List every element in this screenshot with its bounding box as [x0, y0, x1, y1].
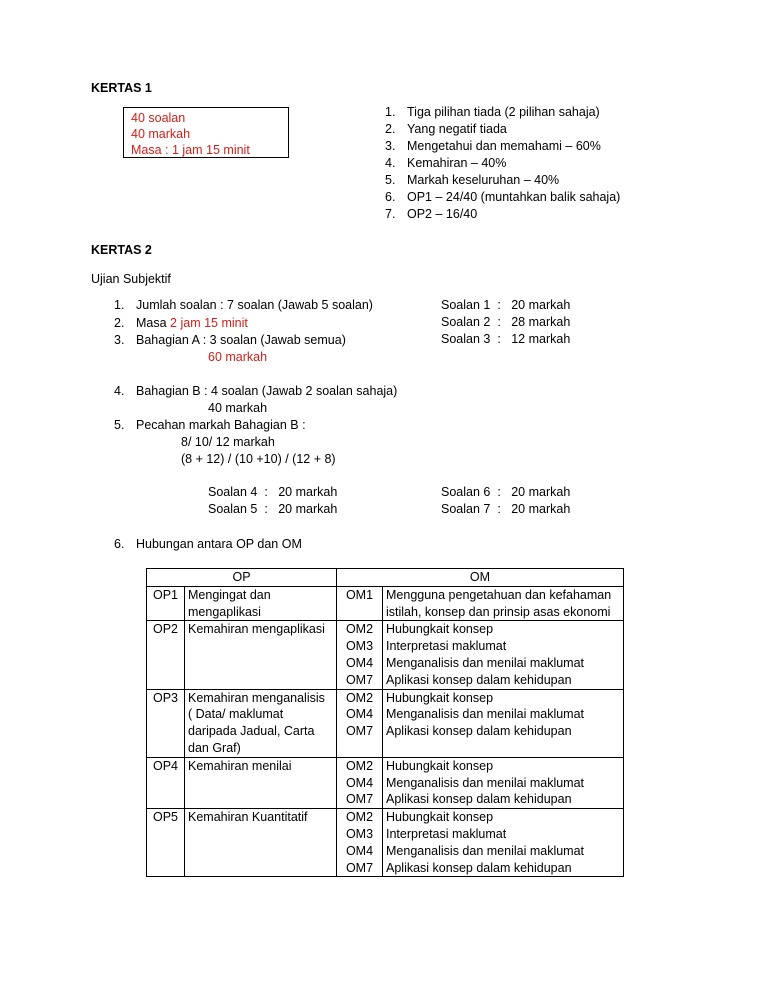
om-code-cell-line: OM3 [345, 639, 374, 654]
om-code-cell-line: OM2 [345, 622, 374, 637]
om-description-cell-line: Aplikasi konsep dalam kehidupan [386, 792, 572, 807]
om-header: OM [337, 569, 624, 587]
table-row [147, 809, 624, 877]
soalan-row: Soalan 6 : 20 markah [441, 485, 571, 499]
table-body [147, 586, 624, 877]
om-description-cell-line: Hubungkait konsep [386, 810, 494, 825]
om-code-cell-line: OM7 [345, 724, 374, 739]
op-description-cell [185, 809, 337, 877]
table-row [147, 621, 624, 689]
om-description-cell-line: Menganalisis dan menilai maklumat [386, 707, 585, 722]
kertas2-item-6: 6. Hubungan antara OP dan OM [114, 537, 302, 551]
op-code-cell: OP5 [147, 809, 185, 877]
om-code-cell [337, 757, 383, 808]
table-row [147, 586, 624, 621]
kertas1-box-line: 40 soalan [131, 111, 186, 125]
om-code-cell-line: OM4 [345, 843, 374, 858]
om-description-cell [383, 757, 624, 808]
om-code-cell-line: OM7 [345, 860, 374, 875]
om-code-cell-line: OM7 [345, 792, 374, 807]
op-code-cell: OP2 [147, 621, 185, 689]
kertas1-box-line: Masa : 1 jam 15 minit [131, 143, 250, 157]
om-description-cell [383, 689, 624, 757]
kertas2-item-4-marks: 40 markah [208, 401, 268, 415]
op-description-cell-line: daripada Jadual, Carta [188, 724, 315, 739]
om-code-cell-line: OM4 [345, 707, 374, 722]
op-description-cell [185, 689, 337, 757]
om-description-cell [383, 621, 624, 689]
kertas1-box-line: 40 markah [131, 127, 191, 141]
list-item: 2. Yang negatif tiada [385, 122, 507, 136]
kertas2-item-5: 5. Pecahan markah Bahagian B : [114, 418, 306, 432]
om-description-cell-line: Aplikasi konsep dalam kehidupan [386, 672, 572, 687]
table-header-row [147, 569, 624, 587]
om-code-cell-line: OM7 [345, 672, 374, 687]
table-row [147, 689, 624, 757]
kertas2-item-3: 3. Bahagian A : 3 soalan (Jawab semua) [114, 333, 346, 347]
list-item: 3. Mengetahui dan memahami – 60% [385, 139, 601, 153]
om-code-cell-line: OM1 [345, 587, 374, 602]
om-description-cell-line: istilah, konsep dan prinsip asas ekonomi [386, 604, 611, 619]
om-description-cell-line: Aplikasi konsep dalam kehidupan [386, 860, 572, 875]
om-description-cell-line: Hubungkait konsep [386, 690, 494, 705]
op-description-cell-line: dan Graf) [188, 740, 241, 755]
list-item: 4. Kemahiran – 40% [385, 156, 507, 170]
kertas1-heading: KERTAS 1 [91, 81, 152, 95]
op-description-cell [185, 586, 337, 621]
om-description-cell-line: Menganalisis dan menilai maklumat [386, 775, 585, 790]
op-code-cell: OP3 [147, 689, 185, 757]
op-code-cell: OP4 [147, 757, 185, 808]
list-item: 7. OP2 – 16/40 [385, 207, 478, 221]
om-code-cell-line: OM2 [345, 758, 374, 773]
op-description-cell-line: Kemahiran menilai [188, 758, 292, 773]
table-row [147, 757, 624, 808]
kertas2-item-4: 4. Bahagian B : 4 soalan (Jawab 2 soalan sahaja) [114, 384, 398, 398]
soalan-row: Soalan 1 : 20 markah [441, 298, 571, 312]
op-description-cell-line: mengaplikasi [188, 604, 261, 619]
om-code-cell [337, 621, 383, 689]
list-item: 1. Tiga pilihan tiada (2 pilihan sahaja) [385, 105, 600, 119]
op-header: OP [147, 569, 337, 587]
op-code-cell: OP1 [147, 586, 185, 621]
kertas2-heading: KERTAS 2 [91, 243, 152, 257]
om-code-cell [337, 586, 383, 621]
om-code-cell-line: OM3 [345, 826, 374, 841]
om-description-cell-line: Mengguna pengetahuan dan kefahaman [386, 587, 612, 602]
op-description-cell-line: Kemahiran menganalisis [188, 690, 325, 705]
soalan-row: Soalan 4 : 20 markah [208, 485, 338, 499]
om-description-cell-line: Interpretasi maklumat [386, 639, 507, 654]
kertas2-item-2: 2. Masa 2 jam 15 minit [114, 316, 248, 330]
kertas2-subtitle: Ujian Subjektif [91, 272, 171, 286]
om-code-cell [337, 809, 383, 877]
om-description-cell-line: Hubungkait konsep [386, 758, 494, 773]
op-description-cell-line: Mengingat dan [188, 587, 271, 602]
soalan-row: Soalan 3 : 12 markah [441, 332, 571, 346]
list-item: 6. OP1 – 24/40 (muntahkan balik sahaja) [385, 190, 621, 204]
kertas2-item-1: 1. Jumlah soalan : 7 soalan (Jawab 5 soalan) [114, 298, 373, 312]
om-code-cell-line: OM4 [345, 775, 374, 790]
kertas1-notes-list [385, 104, 620, 223]
soalan-row: Soalan 5 : 20 markah [208, 502, 338, 516]
op-description-cell-line: ( Data/ maklumat [188, 707, 284, 722]
om-code-cell [337, 689, 383, 757]
kertas1-summary-box [123, 107, 289, 158]
kertas2-item-5-breakdown: 8/ 10/ 12 markah [181, 435, 275, 449]
om-code-cell-line: OM4 [345, 655, 374, 670]
op-description-cell [185, 621, 337, 689]
op-description-cell [185, 757, 337, 808]
kertas2-item-5-combos: (8 + 12) / (10 +10) / (12 + 8) [181, 452, 336, 466]
om-description-cell-line: Menganalisis dan menilai maklumat [386, 655, 585, 670]
op-description-cell-line: Kemahiran Kuantitatif [188, 810, 308, 825]
om-code-cell-line: OM2 [345, 690, 374, 705]
om-code-cell-line: OM2 [345, 810, 374, 825]
kertas2-item-3-marks: 60 markah [208, 350, 268, 364]
soalan-row: Soalan 2 : 28 markah [441, 315, 571, 329]
op-om-table [146, 568, 624, 877]
om-description-cell-line: Hubungkait konsep [386, 622, 494, 637]
list-item: 5. Markah keseluruhan – 40% [385, 173, 560, 187]
om-description-cell-line: Aplikasi konsep dalam kehidupan [386, 724, 572, 739]
soalan-row: Soalan 7 : 20 markah [441, 502, 571, 516]
op-description-cell-line: Kemahiran mengaplikasi [188, 622, 325, 637]
om-description-cell-line: Menganalisis dan menilai maklumat [386, 843, 585, 858]
om-description-cell [383, 586, 624, 621]
om-description-cell [383, 809, 624, 877]
om-description-cell-line: Interpretasi maklumat [386, 826, 507, 841]
